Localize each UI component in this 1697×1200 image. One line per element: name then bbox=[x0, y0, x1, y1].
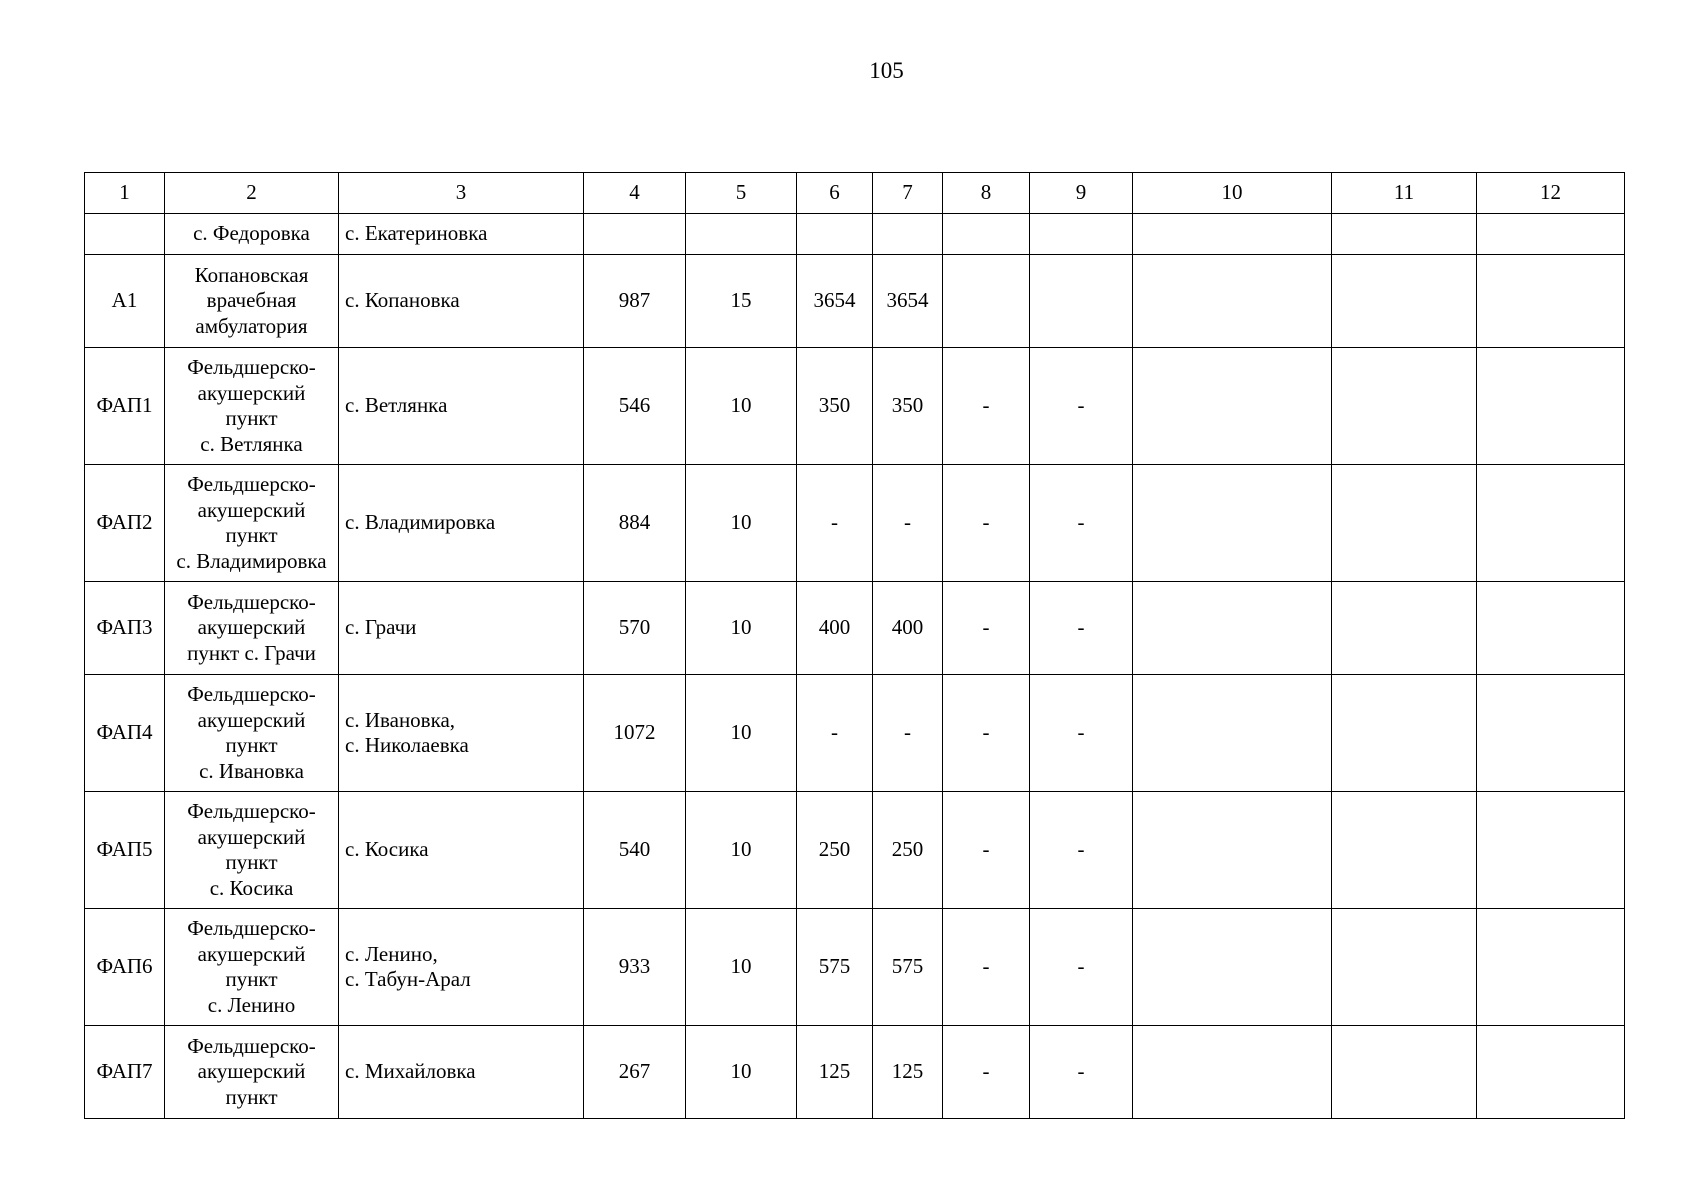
table-row bbox=[85, 255, 1625, 348]
table-cell-col-1 bbox=[85, 465, 165, 582]
cell-text: А1 bbox=[111, 288, 138, 313]
cell-text: ФАП6 bbox=[96, 954, 153, 979]
table-cell-col-7 bbox=[873, 582, 943, 675]
table-cell-col-12 bbox=[1477, 465, 1625, 582]
cell-text: 125 bbox=[891, 1059, 924, 1084]
table-cell-col-4 bbox=[584, 582, 686, 675]
cell-text: - bbox=[982, 510, 990, 535]
table-cell-col-7 bbox=[873, 255, 943, 348]
cell-text: 10 bbox=[730, 393, 752, 418]
cell-text: 10 bbox=[1221, 180, 1243, 205]
table-cell-col-10 bbox=[1133, 214, 1332, 255]
table-cell-col-4 bbox=[584, 1026, 686, 1119]
table-cell-col-12 bbox=[1477, 214, 1625, 255]
table-cell-col-11 bbox=[1332, 348, 1477, 465]
table-cell-col-11 bbox=[1332, 582, 1477, 675]
table-cell-col-9 bbox=[1030, 173, 1133, 214]
cell-text: 12 bbox=[1540, 180, 1561, 205]
table-header-row bbox=[85, 173, 1625, 214]
table-cell-col-3 bbox=[339, 173, 584, 214]
cell-text: 9 bbox=[1075, 180, 1087, 205]
cell-text: Фельдшерско- акушерский пункт с. Косика bbox=[187, 799, 316, 900]
table-cell-col-7 bbox=[873, 214, 943, 255]
cell-text: ФАП4 bbox=[96, 720, 153, 745]
table-cell-col-3 bbox=[339, 792, 584, 909]
table-cell-col-1 bbox=[85, 214, 165, 255]
table-cell-col-1 bbox=[85, 582, 165, 675]
table-body bbox=[85, 173, 1625, 1119]
cell-text: 1072 bbox=[613, 720, 656, 745]
table-cell-col-12 bbox=[1477, 348, 1625, 465]
cell-text: Фельдшерско- акушерский пункт с. Ленино bbox=[187, 916, 316, 1017]
cell-text: 15 bbox=[730, 288, 752, 313]
table-cell-col-10 bbox=[1133, 348, 1332, 465]
table-cell-col-2 bbox=[165, 909, 339, 1026]
cell-text: 884 bbox=[618, 510, 651, 535]
cell-text: 5 bbox=[735, 180, 747, 205]
table-row bbox=[85, 348, 1625, 465]
table-cell-col-11 bbox=[1332, 214, 1477, 255]
table-cell-col-10 bbox=[1133, 465, 1332, 582]
cell-text: - bbox=[831, 720, 838, 745]
table-cell-col-2 bbox=[165, 465, 339, 582]
cell-text: 3654 bbox=[813, 288, 856, 313]
table-cell-col-4 bbox=[584, 675, 686, 792]
table-cell-col-5 bbox=[686, 173, 797, 214]
cell-text: - bbox=[982, 954, 990, 979]
table-cell-col-3 bbox=[339, 214, 584, 255]
table-cell-col-3 bbox=[339, 348, 584, 465]
table-cell-col-4 bbox=[584, 465, 686, 582]
table-cell-col-9 bbox=[1030, 675, 1133, 792]
table-cell-col-9 bbox=[1030, 909, 1133, 1026]
table-cell-col-8 bbox=[943, 582, 1030, 675]
table-cell-col-6 bbox=[797, 582, 873, 675]
table-cell-col-4 bbox=[584, 348, 686, 465]
table-cell-col-2 bbox=[165, 255, 339, 348]
table-cell-col-10 bbox=[1133, 1026, 1332, 1119]
table-cell-col-10 bbox=[1133, 909, 1332, 1026]
table-cell-col-2 bbox=[165, 675, 339, 792]
cell-text: 11 bbox=[1393, 180, 1415, 205]
cell-text: 4 bbox=[629, 180, 640, 205]
cell-text: с. Федоровка bbox=[193, 221, 310, 246]
table-cell-col-8 bbox=[943, 792, 1030, 909]
table-cell-col-1 bbox=[85, 1026, 165, 1119]
cell-text: - bbox=[1077, 837, 1085, 862]
cell-text: - bbox=[1077, 1059, 1085, 1084]
table-cell-col-8 bbox=[943, 1026, 1030, 1119]
table-cell-col-8 bbox=[943, 173, 1030, 214]
table-cell-col-5 bbox=[686, 465, 797, 582]
table-cell-col-4 bbox=[584, 255, 686, 348]
data-table bbox=[84, 172, 1625, 1119]
table-cell-col-6 bbox=[797, 675, 873, 792]
cell-text: с. Михайловка bbox=[345, 1059, 476, 1084]
cell-text: 10 bbox=[730, 510, 752, 535]
cell-text: - bbox=[904, 720, 911, 745]
cell-text: 3 bbox=[455, 180, 467, 205]
table-cell-col-5 bbox=[686, 348, 797, 465]
table-cell-col-11 bbox=[1332, 792, 1477, 909]
table-cell-col-10 bbox=[1133, 792, 1332, 909]
table-cell-col-7 bbox=[873, 1026, 943, 1119]
cell-text: Фельдшерско- акушерский пункт с. Владимировка bbox=[176, 472, 327, 573]
table-cell-col-5 bbox=[686, 1026, 797, 1119]
table-cell-col-3 bbox=[339, 1026, 584, 1119]
table-cell-col-12 bbox=[1477, 582, 1625, 675]
table-cell-col-6 bbox=[797, 1026, 873, 1119]
cell-text: 1 bbox=[119, 180, 130, 205]
table-cell-col-11 bbox=[1332, 909, 1477, 1026]
cell-text: 570 bbox=[618, 615, 651, 640]
table-cell-col-9 bbox=[1030, 465, 1133, 582]
table-cell-col-7 bbox=[873, 792, 943, 909]
table-cell-col-2 bbox=[165, 792, 339, 909]
cell-text: 400 bbox=[818, 615, 851, 640]
table-cell-col-9 bbox=[1030, 792, 1133, 909]
table-cell-col-6 bbox=[797, 348, 873, 465]
table-cell-col-9 bbox=[1030, 348, 1133, 465]
cell-text: 125 bbox=[818, 1059, 851, 1084]
table-row bbox=[85, 909, 1625, 1026]
table-cell-col-1 bbox=[85, 173, 165, 214]
table-cell-col-4 bbox=[584, 909, 686, 1026]
cell-text: 8 bbox=[980, 180, 992, 205]
table-cell-col-2 bbox=[165, 214, 339, 255]
cell-text: 575 bbox=[891, 954, 924, 979]
cell-text: Фельдшерско- акушерский пункт bbox=[187, 1033, 316, 1109]
table-cell-col-4 bbox=[584, 173, 686, 214]
cell-text: 350 bbox=[818, 393, 851, 418]
cell-text: 6 bbox=[829, 180, 840, 205]
cell-text: с. Косика bbox=[345, 837, 429, 862]
table-cell-col-1 bbox=[85, 348, 165, 465]
cell-text: Фельдшерско- акушерский пункт с. Ветлянка bbox=[187, 355, 316, 456]
cell-text: ФАП7 bbox=[96, 1059, 153, 1084]
table-cell-col-8 bbox=[943, 348, 1030, 465]
table-cell-col-10 bbox=[1133, 582, 1332, 675]
cell-text: 350 bbox=[891, 393, 924, 418]
cell-text: ФАП5 bbox=[96, 837, 153, 862]
table-cell-col-1 bbox=[85, 255, 165, 348]
cell-text: Фельдшерско- акушерский пункт с. Ивановка bbox=[187, 682, 316, 783]
table-cell-col-1 bbox=[85, 792, 165, 909]
table-cell-col-8 bbox=[943, 675, 1030, 792]
cell-text: - bbox=[982, 615, 990, 640]
cell-text: ФАП2 bbox=[96, 510, 153, 535]
table-cell-col-12 bbox=[1477, 173, 1625, 214]
cell-text: 7 bbox=[902, 180, 913, 205]
table-cell-col-10 bbox=[1133, 255, 1332, 348]
table-cell-col-12 bbox=[1477, 1026, 1625, 1119]
table-cell-col-9 bbox=[1030, 214, 1133, 255]
table-cell-col-6 bbox=[797, 173, 873, 214]
table-cell-col-3 bbox=[339, 909, 584, 1026]
table-cell-col-6 bbox=[797, 255, 873, 348]
table-cell-col-11 bbox=[1332, 1026, 1477, 1119]
cell-text: Копановская врачебная амбулатория bbox=[194, 262, 309, 338]
cell-text: 575 bbox=[818, 954, 851, 979]
cell-text: - bbox=[1077, 510, 1085, 535]
cell-text: с. Грачи bbox=[345, 615, 417, 640]
cell-text: - bbox=[1077, 393, 1085, 418]
cell-text: ФАП3 bbox=[96, 615, 153, 640]
cell-text: 10 bbox=[730, 837, 752, 862]
cell-text: 10 bbox=[730, 615, 752, 640]
table-cell-col-7 bbox=[873, 348, 943, 465]
cell-text: с. Ветлянка bbox=[345, 393, 448, 418]
cell-text: 267 bbox=[618, 1059, 651, 1084]
table-cell-col-3 bbox=[339, 582, 584, 675]
page-number: 105 bbox=[869, 58, 904, 83]
table-cell-col-3 bbox=[339, 465, 584, 582]
table-row bbox=[85, 1026, 1625, 1119]
table-cell-col-2 bbox=[165, 173, 339, 214]
table-cell-col-5 bbox=[686, 909, 797, 1026]
table-cell-col-5 bbox=[686, 675, 797, 792]
cell-text: с. Ленино, с. Табун-Арал bbox=[345, 941, 471, 991]
table-cell-col-6 bbox=[797, 792, 873, 909]
cell-text: ФАП1 bbox=[96, 393, 153, 418]
table-cell-col-3 bbox=[339, 255, 584, 348]
cell-text: 546 bbox=[618, 393, 651, 418]
cell-text: - bbox=[982, 393, 990, 418]
table-cell-col-8 bbox=[943, 909, 1030, 1026]
cell-text: - bbox=[982, 1059, 990, 1084]
table-cell-col-8 bbox=[943, 465, 1030, 582]
table-cell-col-5 bbox=[686, 792, 797, 909]
table-cell-col-12 bbox=[1477, 675, 1625, 792]
cell-text: 10 bbox=[730, 1059, 752, 1084]
cell-text: с. Копановка bbox=[345, 288, 460, 313]
table-row bbox=[85, 465, 1625, 582]
cell-text: 10 bbox=[730, 720, 752, 745]
table-cell-col-8 bbox=[943, 255, 1030, 348]
cell-text: - bbox=[1077, 615, 1085, 640]
table-cell-col-7 bbox=[873, 675, 943, 792]
table-cell-col-11 bbox=[1332, 173, 1477, 214]
table-row bbox=[85, 582, 1625, 675]
table-cell-col-3 bbox=[339, 675, 584, 792]
table-cell-col-10 bbox=[1133, 173, 1332, 214]
table-row bbox=[85, 214, 1625, 255]
table-cell-col-1 bbox=[85, 675, 165, 792]
cell-text: с. Ивановка, с. Николаевка bbox=[345, 707, 469, 757]
table-row bbox=[85, 792, 1625, 909]
cell-text: 3654 bbox=[886, 288, 929, 313]
table-row bbox=[85, 675, 1625, 792]
cell-text: 250 bbox=[818, 837, 851, 862]
cell-text: 400 bbox=[891, 615, 924, 640]
cell-text: - bbox=[982, 837, 990, 862]
table-cell-col-7 bbox=[873, 173, 943, 214]
cell-text: 250 bbox=[891, 837, 924, 862]
cell-text: - bbox=[904, 510, 911, 535]
table-cell-col-6 bbox=[797, 909, 873, 1026]
cell-text: с. Владимировка bbox=[345, 510, 496, 535]
table-cell-col-2 bbox=[165, 1026, 339, 1119]
table-cell-col-8 bbox=[943, 214, 1030, 255]
table-cell-col-5 bbox=[686, 255, 797, 348]
table-cell-col-4 bbox=[584, 214, 686, 255]
table-cell-col-2 bbox=[165, 348, 339, 465]
cell-text: 987 bbox=[618, 288, 651, 313]
table-cell-col-7 bbox=[873, 909, 943, 1026]
table-cell-col-7 bbox=[873, 465, 943, 582]
table-cell-col-6 bbox=[797, 465, 873, 582]
cell-text: 10 bbox=[730, 954, 752, 979]
cell-text: 540 bbox=[618, 837, 651, 862]
table-cell-col-5 bbox=[686, 214, 797, 255]
table-cell-col-11 bbox=[1332, 675, 1477, 792]
table-cell-col-5 bbox=[686, 582, 797, 675]
table-cell-col-9 bbox=[1030, 582, 1133, 675]
table-cell-col-10 bbox=[1133, 675, 1332, 792]
cell-text: - bbox=[982, 720, 990, 745]
table-cell-col-6 bbox=[797, 214, 873, 255]
cell-text: 933 bbox=[618, 954, 651, 979]
table-cell-col-4 bbox=[584, 792, 686, 909]
table-cell-col-11 bbox=[1332, 255, 1477, 348]
cell-text: Фельдшерско- акушерский пункт с. Грачи bbox=[187, 589, 316, 665]
table-cell-col-9 bbox=[1030, 255, 1133, 348]
cell-text: - bbox=[1077, 720, 1085, 745]
table-cell-col-11 bbox=[1332, 465, 1477, 582]
table-cell-col-12 bbox=[1477, 255, 1625, 348]
table-cell-col-1 bbox=[85, 909, 165, 1026]
cell-text: - bbox=[831, 510, 838, 535]
table-cell-col-9 bbox=[1030, 1026, 1133, 1119]
cell-text: - bbox=[1077, 954, 1085, 979]
table-cell-col-12 bbox=[1477, 909, 1625, 1026]
cell-text: с. Екатериновка bbox=[345, 221, 488, 246]
cell-text: 2 bbox=[246, 180, 257, 205]
table-cell-col-12 bbox=[1477, 792, 1625, 909]
table-cell-col-2 bbox=[165, 582, 339, 675]
